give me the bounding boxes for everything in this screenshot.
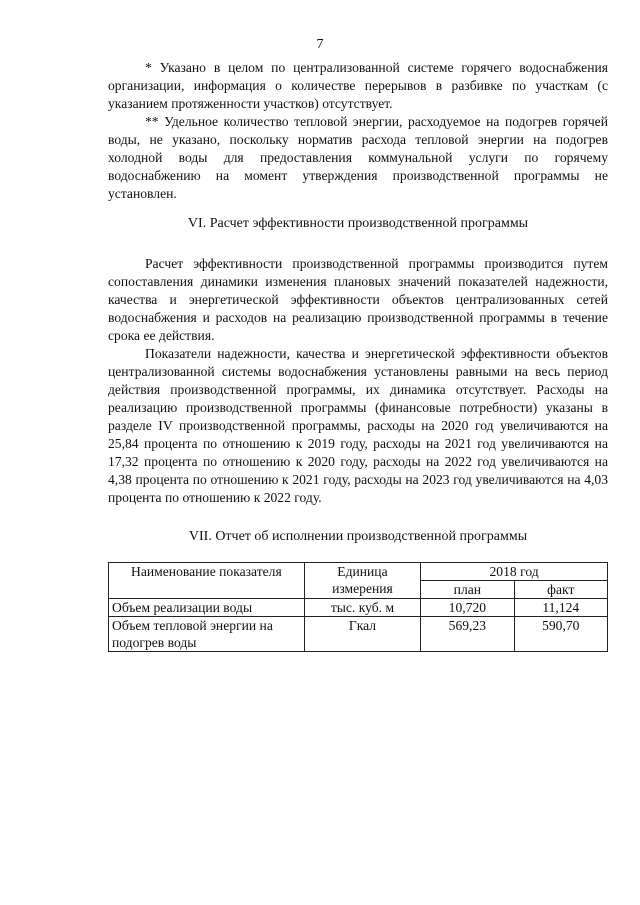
table-row (109, 617, 608, 652)
section-vi-body (108, 255, 608, 507)
cell-indicator: Объем тепловой энергии на подогрев воды (109, 617, 305, 652)
section-vii-heading: VII. Отчет об исполнении производственной программы (188, 529, 528, 544)
page-number: 7 (316, 37, 324, 52)
header-indicator: Наименование показателя (109, 563, 305, 599)
section-vi-paragraph: Расчет эффективности производственной программы производится путем сопоставления динамики изменения плановых значений показателей надежности, качества и энергетической эффективности объектов централизованных сетей водоснабжения и расходов на реализацию производственной программы в течение срока ее действия. (108, 256, 608, 343)
report-table (108, 562, 608, 652)
cell-plan: 10,720 (421, 599, 514, 617)
cell-plan: 569,23 (421, 617, 514, 652)
section-vi-heading: VI. Расчет эффективности производственной программы (187, 216, 529, 231)
table-header-row (109, 563, 608, 581)
footnote-single-asterisk: * Указано в целом по централизованной системе горячего водоснабжения организации, информация о количестве перерывов в разбивке по участкам (с указанием протяженности участков) отсутствует. (108, 60, 608, 111)
header-unit: Единица измерения (304, 563, 420, 599)
header-fact: факт (514, 581, 607, 599)
table-row (109, 599, 608, 617)
cell-indicator: Объем реализации воды (109, 599, 305, 617)
cell-unit: Гкал (304, 617, 420, 652)
footnote-double-asterisk: ** Удельное количество тепловой энергии, расходуемое на подогрев горячей воды, не указано, поскольку норматив расхода тепловой энергии на подогрев холодной воды для предоставления коммунальной услуги по горячему водоснабжению на момент утверждения производственной программы не установлен. (108, 114, 608, 201)
header-plan: план (421, 581, 514, 599)
header-year: 2018 год (421, 563, 608, 581)
section-vi-paragraph: Показатели надежности, качества и энергетической эффективности объектов централизованной системы водоснабжения установлены равными на весь период действия производственной программы, их динамика отсутствует. Расходы на реализацию производственной программы (финансовые потребности) указаны в разделе IV производственной программы, расходы на 2020 год увеличиваются на 25,84 процента по отношению к 2019 году, расходы на 2021 год увеличиваются на 17,32 процента по отношению к 2020 году, расходы на 2022 год увеличиваются на 4,38 процента по отношению к 2021 году, расходы на 2023 год увеличиваются на 4,03 процента по отношению к 2022 году. (108, 346, 608, 505)
cell-fact: 11,124 (514, 599, 607, 617)
footnotes (108, 59, 608, 203)
cell-fact: 590,70 (514, 617, 607, 652)
cell-unit: тыс. куб. м (304, 599, 420, 617)
